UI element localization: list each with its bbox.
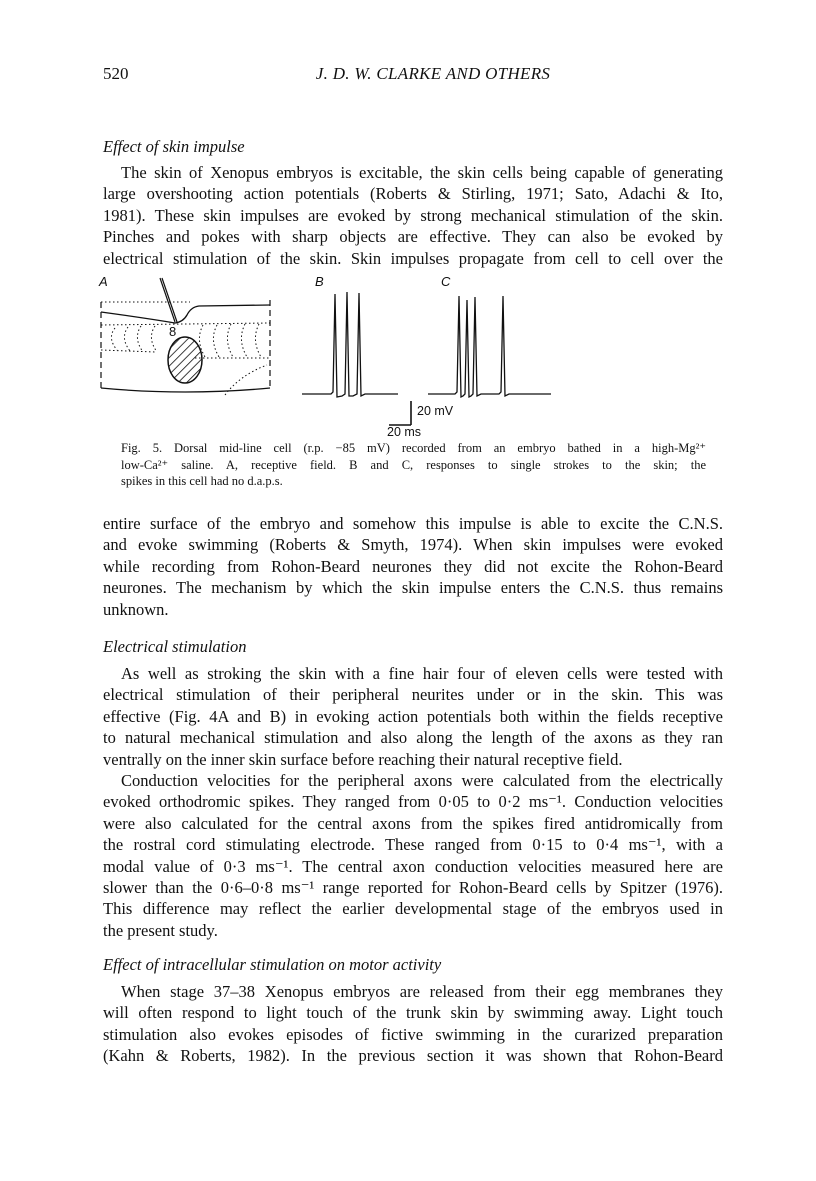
- panel-label-b: B: [315, 274, 324, 289]
- text-line: (Kahn & Roberts, 1982). In the previous section it was shown that Rohon-Beard: [103, 1046, 723, 1066]
- caption-line: spikes in this cell had no d.a.p.s.: [121, 474, 283, 488]
- text-line: The skin of Xenopus embryos is excitable, the skin cells being capable of generating: [121, 163, 723, 182]
- section-heading-electrical-stimulation: Electrical stimulation: [103, 637, 247, 656]
- caption-line: low-Ca²⁺ saline. A, receptive field. B and C, responses to single strokes to the skin; the: [121, 457, 706, 472]
- page-number: 520: [103, 64, 129, 83]
- text-line: When stage 37–38 Xenopus embryos are released from their egg membranes they: [121, 982, 723, 1001]
- figure-drawing: [95, 270, 565, 440]
- trace-b: [302, 292, 398, 397]
- text-line: were also calculated for the central axons from the spikes fired antidromically from: [103, 813, 723, 833]
- text-line: neurones. The mechanism by which the skin impulse enters the C.N.S. thus remains: [103, 578, 723, 598]
- receptive-field-marker: 8: [169, 324, 177, 339]
- panel-label-c: C: [441, 274, 451, 289]
- scale-label-voltage: 20 mV: [417, 404, 454, 418]
- text-line: evoked orthodromic spikes. They ranged from 0·05 to 0·2 ms⁻¹. Conduction velocities: [103, 792, 723, 812]
- panel-label-a: A: [99, 274, 108, 289]
- text-line: to natural mechanical stimulation and also along the length of the axons as they ran: [103, 728, 723, 748]
- running-title: J. D. W. CLARKE AND OTHERS: [315, 64, 551, 83]
- text-line: Conduction velocities for the peripheral axons were calculated from the electrically: [121, 771, 723, 790]
- text-line: and evoke swimming (Roberts & Smyth, 1974). When skin impulses were evoked: [103, 535, 723, 555]
- text-line: ventrally on the inner skin surface before reaching their natural receptive field.: [103, 749, 623, 769]
- text-line: electrical stimulation of their peripheral neurites under or in the skin. This was: [103, 685, 723, 705]
- text-line: the rostral cord stimulating electrode. These ranged from 0·15 to 0·4 ms⁻¹, with a: [103, 835, 723, 855]
- text-line: slower than the 0·6–0·8 ms⁻¹ range reported for Rohon-Beard cells by Spitzer (1976).: [103, 878, 723, 898]
- text-line: unknown.: [103, 599, 169, 619]
- text-line: while recording from Rohon-Beard neurones they did not excite the Rohon-Beard: [103, 556, 723, 576]
- paragraph-intracellular-stimulation: [103, 981, 723, 1067]
- running-head: [103, 64, 723, 86]
- paragraph-electrical-stimulation-2: [103, 770, 723, 941]
- text-line: Pinches and pokes with sharp objects are effective. They can also be evoked by: [103, 227, 723, 247]
- text-line: stimulation also evokes episodes of fictive swimming in the curarized preparation: [103, 1024, 723, 1044]
- scale-label-time: 20 ms: [387, 425, 422, 439]
- paragraph-skin-impulse: [103, 162, 723, 269]
- receptive-field-diagram: [101, 278, 270, 395]
- figure-5: [95, 270, 565, 440]
- caption-line: Fig. 5. Dorsal mid-line cell (r.p. −85 mV) recorded from an embryo bathed in a high-Mg²⁺: [121, 441, 706, 455]
- text-line: This difference may reflect the earlier developmental stage of the embryos used in: [103, 899, 723, 919]
- text-line: electrical stimulation of the skin. Skin impulses propagate from cell to cell over the: [103, 248, 723, 268]
- paragraph-electrical-stimulation-1: [103, 663, 723, 770]
- section-heading-skin-impulse: Effect of skin impulse: [103, 137, 245, 156]
- section-heading-intracellular-stimulation: Effect of intracellular stimulation on motor activity: [103, 955, 442, 974]
- figure-caption: [121, 440, 706, 490]
- text-line: will often respond to light touch of the trunk skin by swimming away. Light touch: [103, 1003, 723, 1023]
- text-line: effective (Fig. 4A and B) in evoking action potentials both within the fields receptive: [103, 706, 723, 726]
- text-line: large overshooting action potentials (Roberts & Stirling, 1971; Sato, Adachi & Ito,: [103, 184, 723, 204]
- text-line: 1981). These skin impulses are evoked by strong mechanical stimulation of the skin.: [103, 205, 723, 225]
- paragraph-skin-impulse-continued: [103, 513, 723, 620]
- trace-c: [428, 296, 551, 397]
- scale-bar: [389, 401, 411, 425]
- text-line: the present study.: [103, 920, 218, 940]
- text-line: As well as stroking the skin with a fine hair four of eleven cells were tested with: [121, 664, 723, 683]
- text-line: entire surface of the embryo and somehow this impulse is able to excite the C.N.S.: [103, 514, 723, 533]
- text-line: modal value of 0·3 ms⁻¹. The central axon conduction velocities measured here are: [103, 856, 723, 876]
